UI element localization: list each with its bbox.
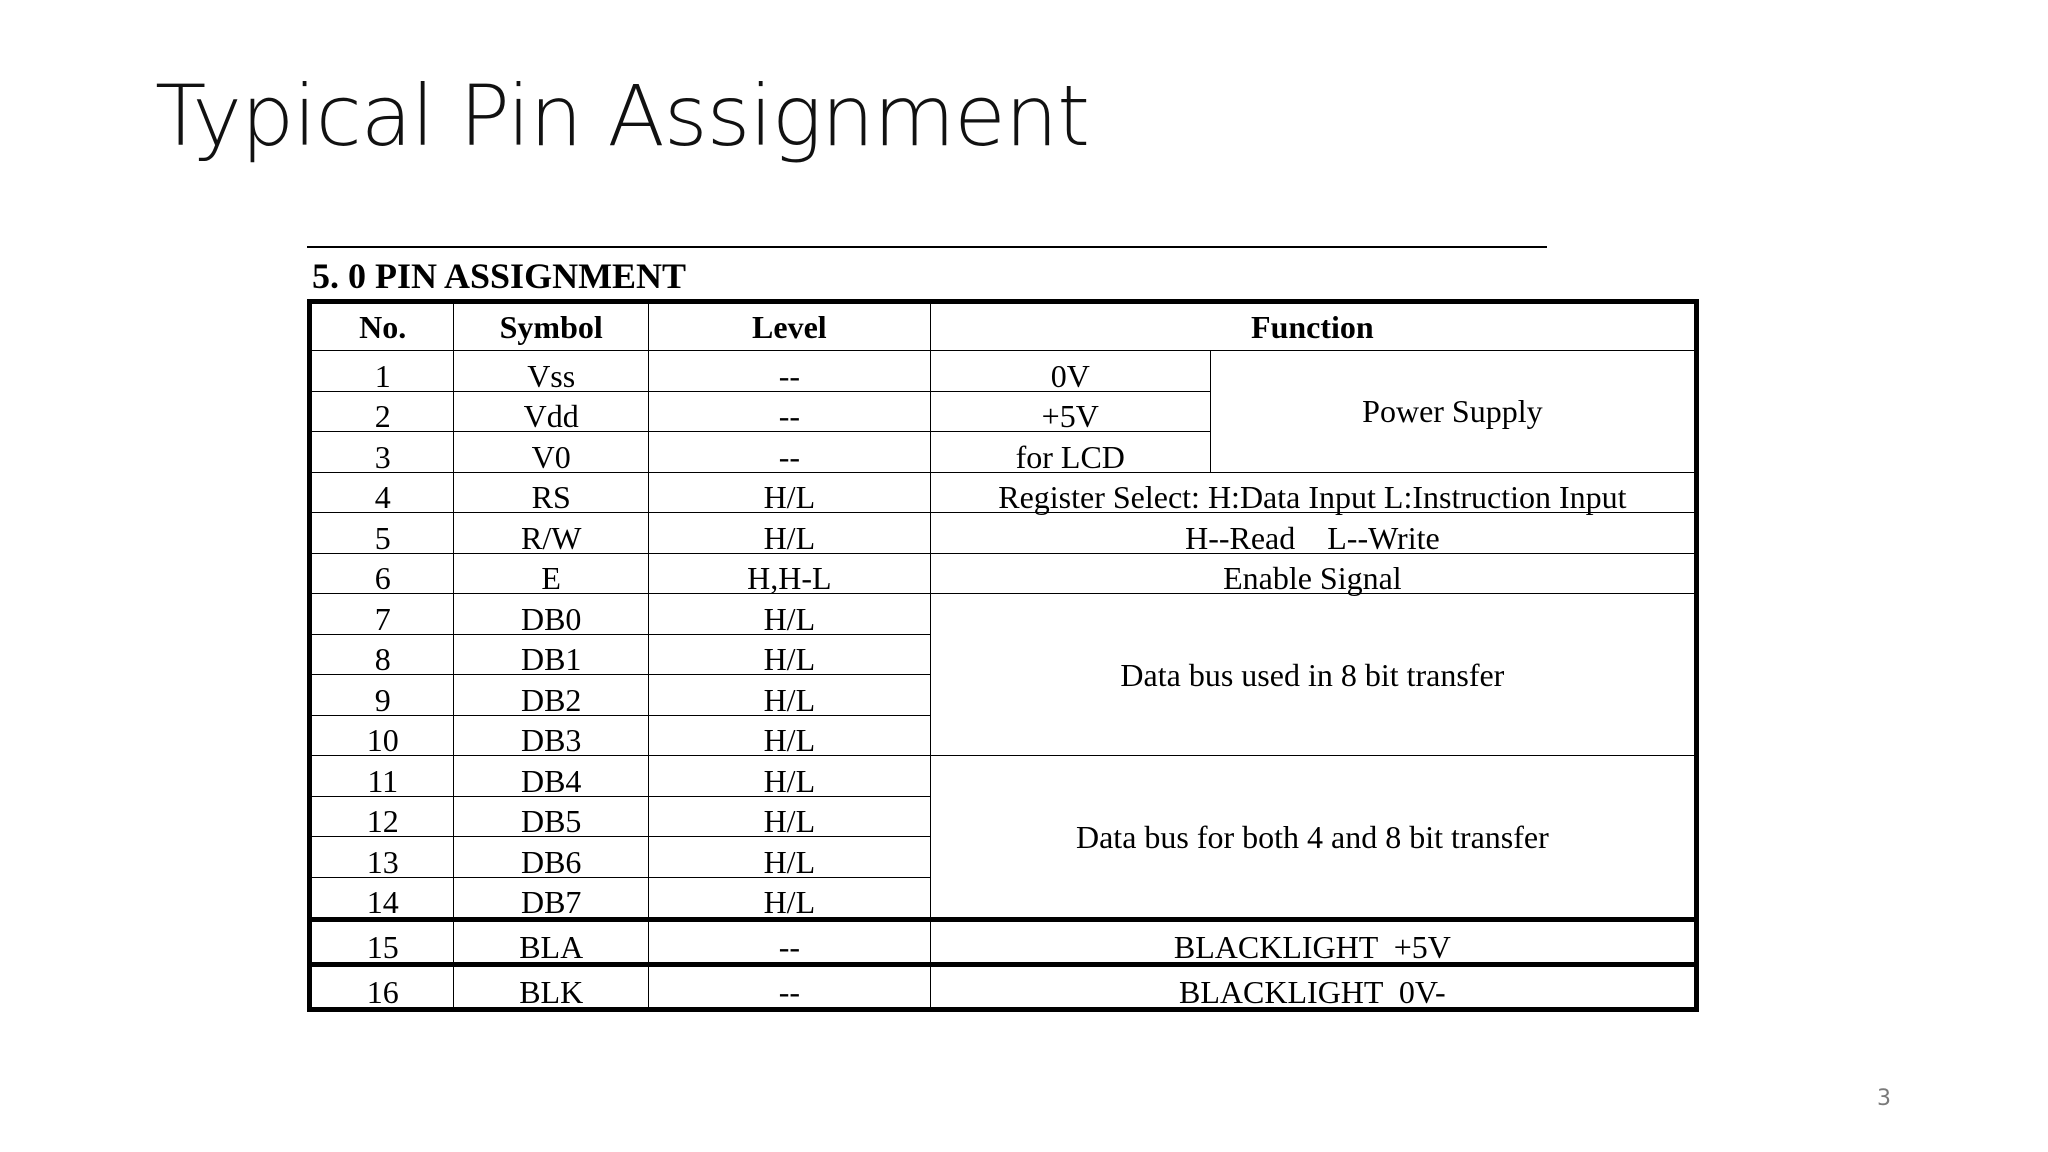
cell-symbol: DB1 [454,634,648,675]
pin-assignment-table [307,299,1699,1012]
table-row [310,351,1697,392]
cell-symbol: RS [454,472,648,513]
cell-symbol: Vss [454,351,648,392]
cell-no: 15 [310,920,454,965]
cell-function: +5V [930,391,1210,432]
cell-no: 8 [310,634,454,675]
cell-level: H,H-L [648,553,930,594]
cell-symbol: R/W [454,513,648,554]
cell-level: H/L [648,837,930,878]
section-heading: 5. 0 PIN ASSIGNMENT [312,256,687,296]
cell-no: 3 [310,432,454,473]
cell-level: H/L [648,634,930,675]
cell-symbol: DB5 [454,796,648,837]
cell-function: H--Read L--Write [930,513,1696,554]
cell-no: 7 [310,594,454,635]
table-row [310,920,1697,965]
cell-no: 16 [310,965,454,1010]
table-row [310,553,1697,594]
cell-level: -- [648,391,930,432]
cell-data-bus-8bit: Data bus used in 8 bit transfer [930,594,1696,756]
cell-no: 2 [310,391,454,432]
cell-no: 5 [310,513,454,554]
table-row [310,594,1697,635]
cell-no: 1 [310,351,454,392]
cell-no: 11 [310,756,454,797]
cell-symbol: V0 [454,432,648,473]
cell-function: BLACKLIGHT +5V [930,920,1696,965]
cell-symbol: DB2 [454,675,648,716]
header-level: Level [648,302,930,351]
cell-no: 6 [310,553,454,594]
cell-function: 0V [930,351,1210,392]
header-symbol: Symbol [454,302,648,351]
cell-symbol: E [454,553,648,594]
cell-level: -- [648,920,930,965]
cell-no: 4 [310,472,454,513]
table-header-row [310,302,1697,351]
cell-level: H/L [648,594,930,635]
header-no: No. [310,302,454,351]
table-row [310,513,1697,554]
cell-level: -- [648,351,930,392]
cell-level: -- [648,965,930,1010]
cell-symbol: DB6 [454,837,648,878]
cell-symbol: DB3 [454,715,648,756]
cell-level: H/L [648,877,930,920]
cell-no: 9 [310,675,454,716]
cell-level: H/L [648,756,930,797]
page-number: 3 [1877,1086,1891,1111]
cell-symbol: BLK [454,965,648,1010]
cell-level: H/L [648,513,930,554]
cell-symbol: DB7 [454,877,648,920]
header-function: Function [930,302,1696,351]
cell-symbol: BLA [454,920,648,965]
cell-no: 10 [310,715,454,756]
figure-top-rule [307,246,1547,248]
slide-title: Typical Pin Assignment [155,67,1090,165]
cell-symbol: Vdd [454,391,648,432]
cell-function: Register Select: H:Data Input L:Instruction Input [930,472,1696,513]
cell-function: BLACKLIGHT 0V- [930,965,1696,1010]
cell-no: 13 [310,837,454,878]
cell-symbol: DB0 [454,594,648,635]
cell-level: H/L [648,715,930,756]
cell-power-supply: Power Supply [1210,351,1696,473]
table-row [310,472,1697,513]
cell-data-bus-4-8bit: Data bus for both 4 and 8 bit transfer [930,756,1696,920]
cell-function: for LCD [930,432,1210,473]
cell-level: -- [648,432,930,473]
table-row [310,965,1697,1010]
cell-symbol: DB4 [454,756,648,797]
cell-no: 12 [310,796,454,837]
cell-level: H/L [648,472,930,513]
cell-level: H/L [648,675,930,716]
cell-no: 14 [310,877,454,920]
cell-level: H/L [648,796,930,837]
table-row [310,756,1697,797]
cell-function: Enable Signal [930,553,1696,594]
